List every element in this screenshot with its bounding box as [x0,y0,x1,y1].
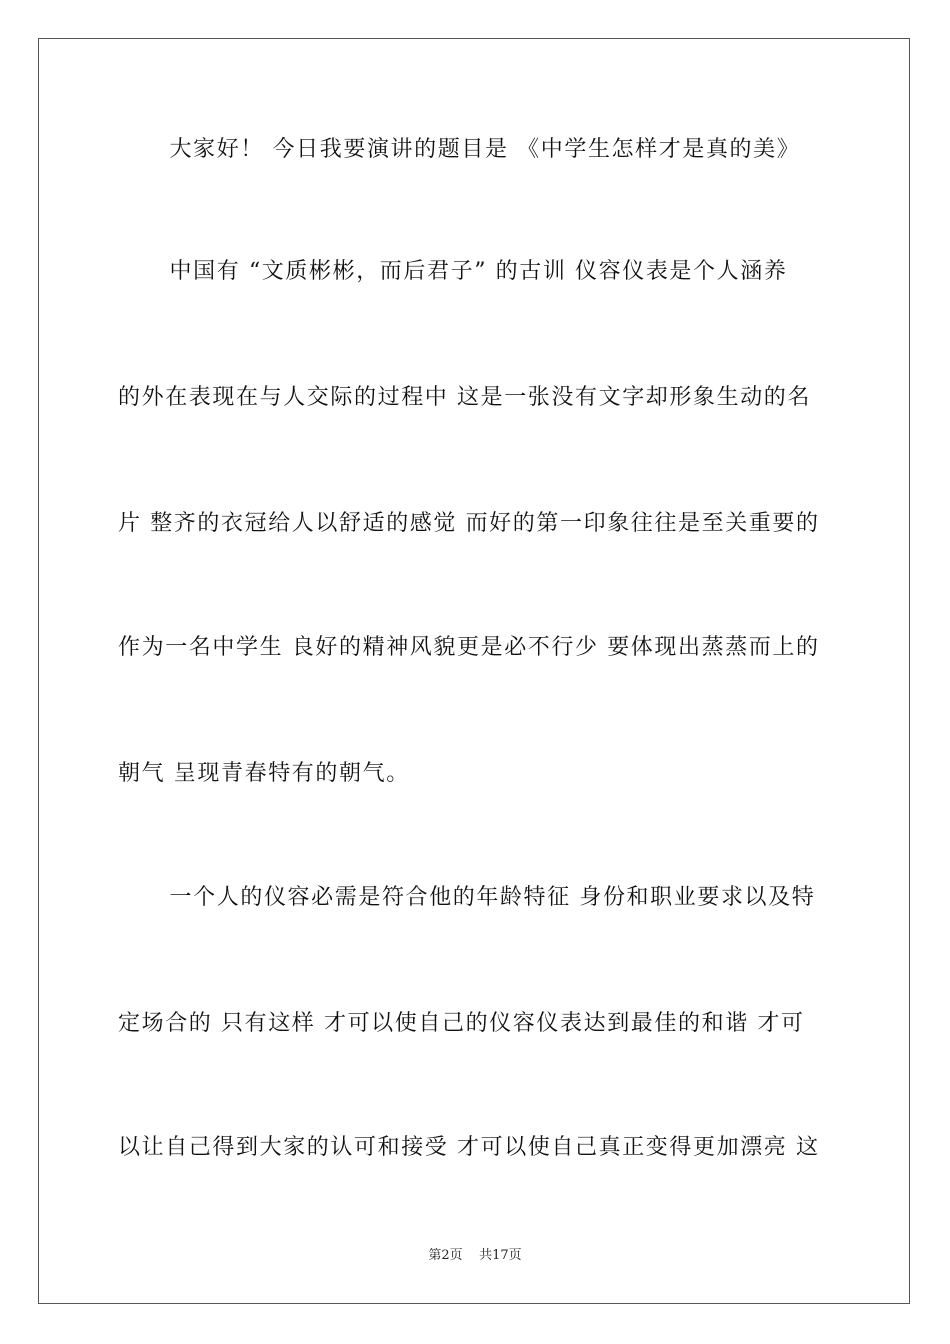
text-line-2: 中国有 “文质彬彬，而后君子” 的古训 仪容仪表是个人涵养 [118,259,788,284]
text-line-7: 一个人的仪容必需是符合他的年龄特征 身份和职业要求以及特 [118,885,816,910]
text-line-1: 大家好！ 今日我要演讲的题目是 《中学生怎样才是真的美》 [118,137,801,162]
text-line-5: 作为一名中学生 良好的精神风貌更是必不行少 要体现出蒸蒸而上的 [118,635,820,660]
text-line-6: 朝气 呈现青春特有的朝气。 [118,761,410,786]
page-number-footer: 第2页 共17页 [428,1248,522,1263]
text-line-8: 定场合的 只有这样 才可以使自己的仪容仪表达到最佳的和谐 才可 [118,1011,805,1036]
text-line-3: 的外在表现在与人交际的过程中 这是一张没有文字却形象生动的名 [118,385,811,410]
page-border [38,38,910,1304]
text-line-4: 片 整齐的衣冠给人以舒适的感觉 而好的第一印象往往是至关重要的 [118,511,820,536]
text-line-9: 以让自己得到大家的认可和接受 才可以使自己真正变得更加漂亮 这 [118,1135,820,1160]
